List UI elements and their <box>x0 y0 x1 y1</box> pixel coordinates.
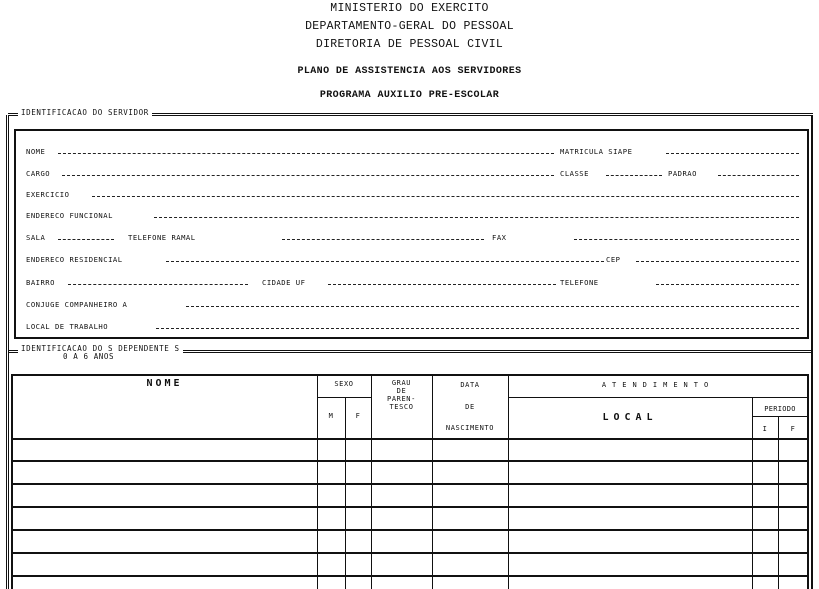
matricula-field[interactable] <box>666 153 799 154</box>
col-divider-periodo <box>778 416 779 589</box>
col-data: DATA <box>460 381 480 389</box>
header-ministry: MINISTERIO DO EXERCITO <box>330 2 489 15</box>
label-padrao: PADRAO <box>668 169 697 178</box>
label-classe: CLASSE <box>560 169 589 178</box>
nome-field[interactable] <box>58 153 554 154</box>
col-periodo-f: F <box>790 425 796 433</box>
classe-field[interactable] <box>606 175 662 176</box>
label-conjuge: CONJUGE COMPANHEIRO A <box>26 300 128 309</box>
col-sexo: SEXO <box>334 380 354 388</box>
col-divider-atendimento <box>508 374 509 589</box>
fax-field[interactable] <box>574 239 799 240</box>
label-fax: FAX <box>492 233 507 242</box>
table-row[interactable] <box>11 506 809 508</box>
exercicio-field[interactable] <box>92 196 799 197</box>
label-endereco-funcional: ENDERECO FUNCIONAL <box>26 211 113 220</box>
section2-title-line2: 0 A 6 ANOS <box>63 352 115 361</box>
cargo-field[interactable] <box>62 175 554 176</box>
col-grau-l4: TESCO <box>389 403 414 411</box>
header-department: DEPARTAMENTO-GERAL DO PESSOAL <box>305 20 514 33</box>
col-data-nasc: NASCIMENTO <box>445 424 495 432</box>
table-row[interactable] <box>11 529 809 531</box>
col-grau-l2: DE <box>396 387 407 395</box>
col-grau-l3: PAREN- <box>387 395 416 403</box>
cidade-uf-field[interactable] <box>328 284 556 285</box>
padrao-field[interactable] <box>718 175 799 176</box>
col-sexo-f: F <box>355 412 361 420</box>
local-trabalho-field[interactable] <box>156 328 799 329</box>
atendimento-subline <box>508 397 808 398</box>
sexo-subline <box>317 397 371 398</box>
label-nome: NOME <box>26 147 46 156</box>
col-divider-nome <box>317 374 318 589</box>
endereco-funcional-field[interactable] <box>154 217 799 218</box>
col-nome: NOME <box>146 378 183 389</box>
row-bairro <box>26 278 801 290</box>
label-cargo: CARGO <box>26 169 51 178</box>
label-local-trabalho: LOCAL DE TRABALHO <box>26 322 109 331</box>
bairro-field[interactable] <box>68 284 248 285</box>
telefone-field[interactable] <box>656 284 799 285</box>
periodo-subline <box>752 416 808 417</box>
col-atendimento: ATENDIMENTO <box>601 381 715 389</box>
header-plan: PLANO DE ASSISTENCIA AOS SERVIDORES <box>297 66 522 77</box>
table-row[interactable] <box>11 575 809 577</box>
col-data-de: DE <box>465 403 475 411</box>
table-header-bottom <box>11 438 809 440</box>
section2-title <box>18 345 183 361</box>
label-telefone-ramal: TELEFONE RAMAL <box>128 233 196 242</box>
row-exercicio <box>26 190 801 202</box>
col-divider-sexo <box>345 397 346 589</box>
label-endereco-residencial: ENDERECO RESIDENCIAL <box>26 255 123 264</box>
section2-title-line1: IDENTIFICACAO DO S DEPENDENTE S <box>21 344 180 353</box>
row-endereco-residencial <box>26 255 801 267</box>
row-local-trabalho <box>26 322 801 334</box>
row-cargo <box>26 169 801 181</box>
section1-title: IDENTIFICACAO DO SERVIDOR <box>18 108 152 117</box>
endereco-residencial-field[interactable] <box>166 261 614 262</box>
conjuge-field[interactable] <box>186 306 799 307</box>
sala-field[interactable] <box>58 239 114 240</box>
col-grau <box>371 379 432 411</box>
table-row[interactable] <box>11 460 809 462</box>
cep-field[interactable] <box>636 261 799 262</box>
label-cidade-uf: CIDADE UF <box>262 278 306 287</box>
label-cep: CEP <box>606 255 621 264</box>
row-nome <box>26 147 801 159</box>
header-program: PROGRAMA AUXILIO PRE-ESCOLAR <box>319 90 500 101</box>
header-directorate: DIRETORIA DE PESSOAL CIVIL <box>315 38 504 51</box>
col-periodo-i: I <box>762 425 768 433</box>
row-conjuge <box>26 300 801 312</box>
col-sexo-m: M <box>328 412 334 420</box>
label-matricula: MATRICULA SIAPE <box>560 147 633 156</box>
label-bairro: BAIRRO <box>26 278 55 287</box>
table-row[interactable] <box>11 552 809 554</box>
label-sala: SALA <box>26 233 46 242</box>
row-endereco-funcional <box>26 211 801 223</box>
col-grau-l1: GRAU <box>391 379 412 387</box>
row-sala <box>26 233 801 245</box>
label-telefone: TELEFONE <box>560 278 599 287</box>
table-row[interactable] <box>11 483 809 485</box>
col-periodo: PERIODO <box>764 405 796 413</box>
col-local: LOCAL <box>602 412 658 423</box>
telefone-ramal-field[interactable] <box>282 239 484 240</box>
label-exercicio: EXERCICIO <box>26 190 70 199</box>
